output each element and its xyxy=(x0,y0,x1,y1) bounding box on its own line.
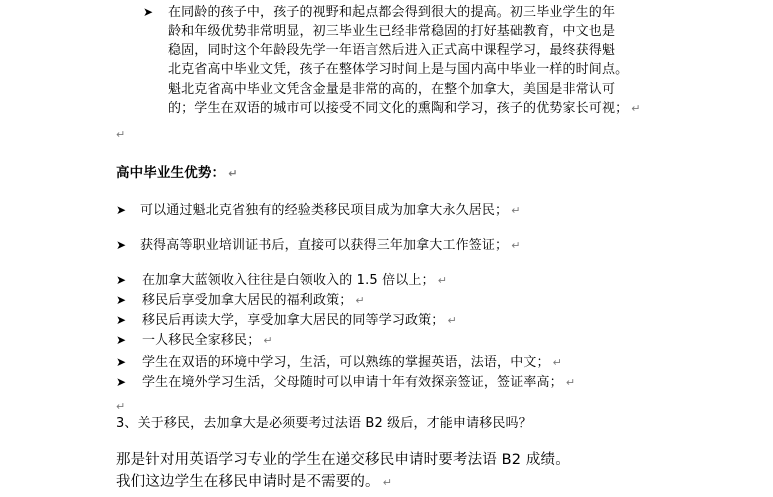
answer-line-1: 那是针对用英语学习专业的学生在递交移民申请时要考法语 B2 成绩。 xyxy=(116,452,570,468)
paragraph-mark-icon: ↵ xyxy=(511,204,521,217)
bullet-arrow-icon: ➤ xyxy=(116,203,127,217)
paragraph-mark-icon: ↵ xyxy=(116,128,126,141)
answer-line-2-text: 我们这边学生在移民申请时是不需要的。 xyxy=(116,474,380,490)
section-heading-text: 高中毕业生优势： xyxy=(116,165,226,181)
list-item xyxy=(140,201,521,220)
list-item-text: 一人移民全家移民； xyxy=(142,333,261,348)
bullet-arrow-icon: ➤ xyxy=(116,238,127,252)
paragraph-mark-icon: ↵ xyxy=(228,167,238,180)
bullet-arrow-icon: ➤ xyxy=(116,355,127,369)
list-item-text: 学生在境外学习生活，父母随时可以申请十年有效探亲签证，签证率高； xyxy=(142,375,563,390)
intro-line-1: 在同龄的孩子中，孩子的视野和起点都会得到很大的提高。初三毕业学生的年 xyxy=(168,5,616,20)
bullet-arrow-icon: ➤ xyxy=(116,273,127,287)
paragraph-mark-icon: ↵ xyxy=(511,239,521,252)
paragraph-mark-icon: ↵ xyxy=(263,334,273,347)
intro-line-4: 北克省高中毕业文凭，孩子在整体学习时间上是与国内高中毕业一样的时间点。 xyxy=(168,62,629,77)
answer-line-2 xyxy=(116,472,392,493)
paragraph-mark-icon: ↵ xyxy=(116,400,126,413)
list-item xyxy=(142,373,575,392)
paragraph-mark-icon: ↵ xyxy=(437,274,448,287)
intro-line-5: 魁北克省高中毕业文凭含金量是非常的高的，在整个加拿大，美国是非常认可 xyxy=(168,82,616,97)
paragraph-mark-icon: ↵ xyxy=(552,356,563,369)
intro-line-2: 龄和年级优势非常明显，初三毕业生已经非常稳固的打好基础教育，中文也是 xyxy=(168,24,616,39)
list-item xyxy=(140,236,521,255)
intro-line-6 xyxy=(168,99,641,118)
list-item xyxy=(142,353,562,372)
paragraph-mark-icon: ↵ xyxy=(631,102,641,115)
paragraph-mark-icon: ↵ xyxy=(355,294,365,307)
question-text: 3、关于移民，去加拿大是必须要考过法语 B2 级后，才能申请移民吗？ xyxy=(116,416,532,431)
list-item-text: 移民后享受加拿大居民的福利政策； xyxy=(142,293,353,308)
bullet-arrow-icon: ➤ xyxy=(143,5,154,19)
intro-line-6-text: 的；学生在双语的城市可以接受不同文化的熏陶和学习，孩子的优势家长可视； xyxy=(168,101,629,116)
list-item-text: 获得高等职业培训证书后，直接可以获得三年加拿大工作签证； xyxy=(140,238,509,253)
section-heading xyxy=(116,164,238,183)
list-item-text: 在加拿大蓝领收入往往是白领收入的 1.5 倍以上； xyxy=(142,273,435,288)
paragraph-mark-icon: ↵ xyxy=(382,476,393,489)
bullet-arrow-icon: ➤ xyxy=(116,375,127,389)
list-item xyxy=(142,311,457,330)
list-item xyxy=(142,291,365,310)
intro-line-3: 稳固，同时这个年龄段先学一年语言然后进入正式高中课程学习，最终获得魁 xyxy=(168,43,616,58)
list-item xyxy=(142,271,447,290)
list-item-text: 可以通过魁北克省独有的经验类移民项目成为加拿大永久居民； xyxy=(140,203,509,218)
paragraph-mark-icon: ↵ xyxy=(565,376,576,389)
paragraph-mark-icon: ↵ xyxy=(447,314,457,327)
list-item xyxy=(142,331,273,350)
bullet-arrow-icon: ➤ xyxy=(116,313,127,327)
bullet-arrow-icon: ➤ xyxy=(116,293,127,307)
bullet-arrow-icon: ➤ xyxy=(116,333,127,347)
list-item-text: 学生在双语的环境中学习，生活，可以熟练的掌握英语，法语，中文； xyxy=(142,355,550,370)
list-item-text: 移民后再读大学，享受加拿大居民的同等学习政策； xyxy=(142,313,445,328)
